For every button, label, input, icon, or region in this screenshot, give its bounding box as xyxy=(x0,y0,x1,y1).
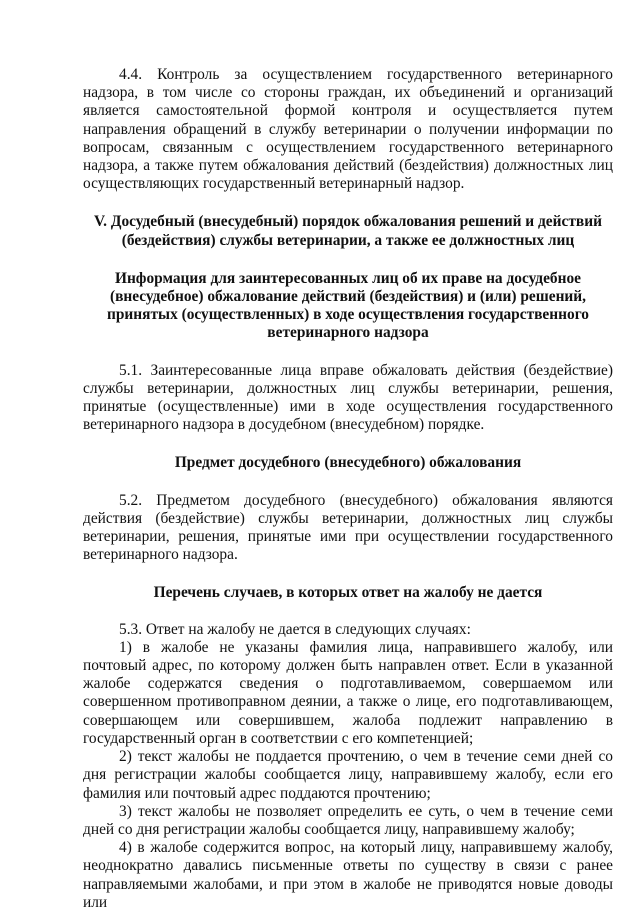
subject-heading: Предмет досудебного (внесудебного) обжалования xyxy=(174,454,522,472)
paragraph-4-4: 4.4. Контроль за осуществлением государственного ветеринарного надзора, в том числе со стороны граждан, их объединений и организаций является самостоятельной формой контроля и осуществляется путем направления обращений в службу ветеринарии о получении информации по вопросам, связанным с осуществлением государственного ветеринарного надзора, а также путем обжалования действий (бездействия) должностных лиц осуществляющих государственный ветеринарный надзор. xyxy=(83,66,613,193)
case-item-1: 1) в жалобе не указаны фамилия лица, направившего жалобу, или почтовый адрес, по которому должен быть направлен ответ. Если в указанной жалобе содержатся сведения о подготавливаемом, совершаемом или совершенном противоправном деянии, а также о лице, его подготавливающем, совершающем или совершившем, жалоба подлежит направлению в государственный орган в соответствии с его компетенцией; xyxy=(83,638,613,747)
case-item-4: 4) в жалобе содержится вопрос, на который лицу, направившему жалобу, неоднократно давались письменные ответы по существу в связи с ранее направляемыми жалобами, и при этом в жалобе не приводятся новые доводы или xyxy=(83,839,613,911)
paragraph-5-2: 5.2. Предметом досудебного (внесудебного) обжалования являются действия (бездействие) службы ветеринарии, должностных лиц службы ветеринарии, решения, принятые ими при осуществлении государственного ветеринарного надзора. xyxy=(83,491,613,564)
paragraph-5-3: 5.3. Ответ на жалобу не дается в следующих случаях: xyxy=(119,620,471,638)
cases-heading: Перечень случаев, в которых ответ на жалобу не дается xyxy=(153,584,543,602)
section-v-title: V. Досудебный (внесудебный) порядок обжалования решений и действий (бездействия) службы ветеринарии, а также ее должностных лиц xyxy=(94,213,602,249)
info-heading: Информация для заинтересованных лиц об их праве на досудебное (внесудебное) обжалование действий (бездействия) и (или) решений, принятых (осуществленных) в ходе осуществления государственного ветеринарного надзора xyxy=(107,269,589,342)
case-item-2: 2) текст жалобы не поддается прочтению, о чем в течение семи дней со дня регистрации жалобы сообщается лицу, направившему жалобу, если его фамилия или почтовый адрес поддаются прочтению; xyxy=(83,748,613,802)
paragraph-5-1: 5.1. Заинтересованные лица вправе обжаловать действия (бездействие) службы ветеринарии, должностных лиц службы ветеринарии, решения, принятые (осуществленные) ими в ходе осуществления государственного ветеринарного надзора в досудебном (внесудебном) порядке. xyxy=(83,361,613,434)
case-item-3: 3) текст жалобы не позволяет определить ее суть, о чем в течение семи дней со дня регистрации жалобы сообщается лицу, направившему жалобу; xyxy=(83,802,613,838)
